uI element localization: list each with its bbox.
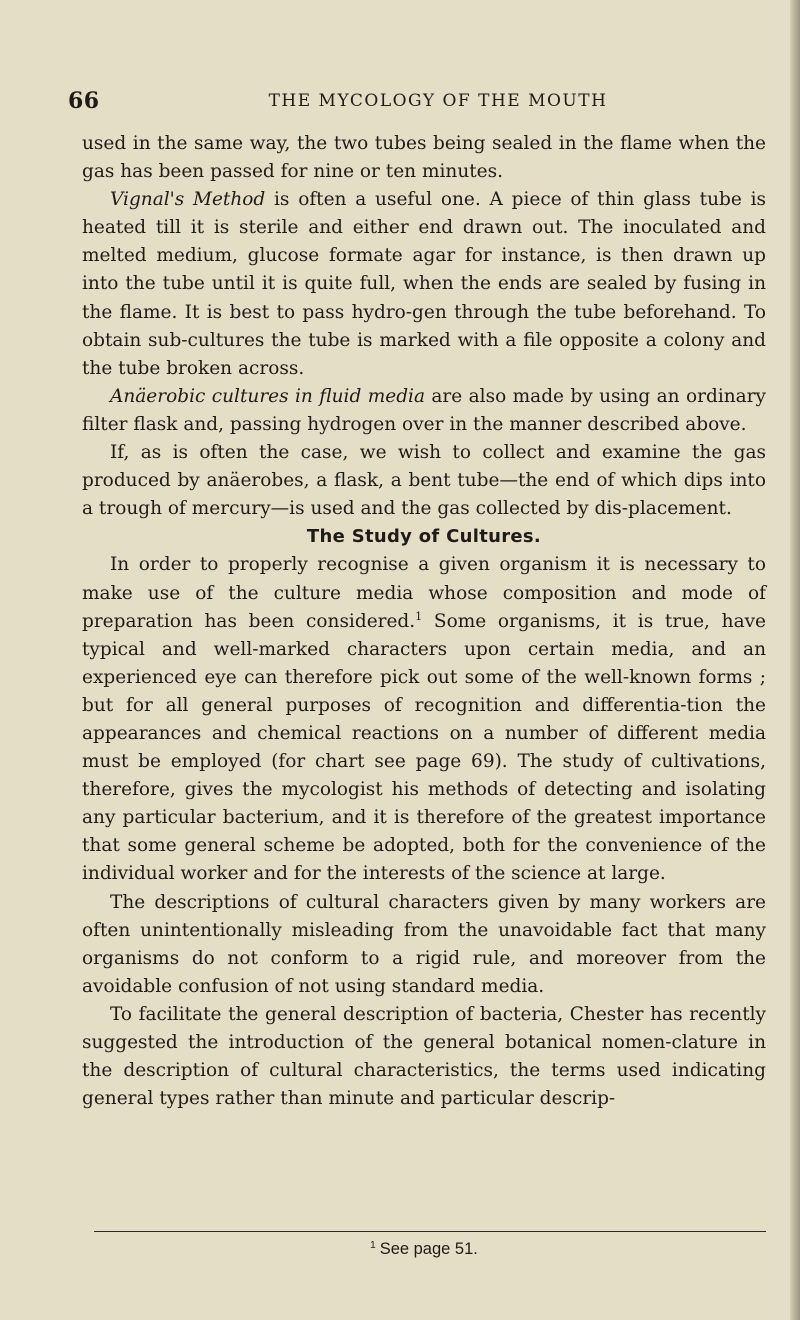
- italic-lead-in: Vignal's Method: [110, 189, 266, 211]
- paragraph-chester: To facilitate the general description of bacteria, Chester has recently suggested the introduction of the general botanical nomen-clature in the description of cultural characteristics, the terms used indicating general types rather than minute and particular descrip-: [82, 1003, 766, 1110]
- footnote-marker: 1: [370, 1240, 376, 1251]
- footnote-text: See page 51.: [379, 1240, 478, 1258]
- paragraph-descriptions: The descriptions of cultural characters given by many workers are often unintentionally misleading from the unavoidable fact that many organisms do not conform to a rigid rule, and moreover from the avoidable confusion of not using standard media.: [82, 891, 766, 997]
- paragraph-gas-collection: If, as is often the case, we wish to collect and examine the gas produced by anäerobes, a flask, a bent tube—the end of which dips into a trough of mercury—is used and the gas collected by dis-placement.: [82, 442, 766, 520]
- paragraph-anaerobic-fluid-media: [82, 383, 766, 439]
- footnote-reference: 1: [415, 609, 423, 623]
- italic-lead-in: Anäerobic cultures in fluid media: [110, 385, 425, 407]
- paragraph-text: In order to properly recognise a given organism it is necessary to make use of the culture media whose composition and mode of preparation has been considered.: [82, 554, 766, 632]
- footnote: [82, 1240, 766, 1259]
- paragraph-text: is often a useful one. A piece of thin glass tube is heated till it is sterile and either end drawn out. The inoculated and melted medium, glucose formate agar for instance, is then drawn up into the tube until it is quite full, when the ends are sealed by fusing in the flame. It is best to pass hydro-gen through the tube beforehand. To obtain sub-cultures the tube is marked with a file opposite a colony and the tube broken across.: [82, 189, 766, 379]
- page-edge-shadow: [790, 0, 800, 1320]
- paragraph-vignal-method: [82, 186, 766, 383]
- page-header: [68, 88, 768, 114]
- page-number: 66: [68, 88, 100, 114]
- body-text: [82, 130, 766, 1113]
- paragraph-text: are also made by using an ordinary filter flask and, passing hydrogen over in the manner described above.: [82, 385, 766, 435]
- running-head: THE MYCOLOGY OF THE MOUTH: [268, 91, 608, 111]
- paragraph-continuation: used in the same way, the two tubes being sealed in the flame when the gas has been passed for nine or ten minutes.: [82, 133, 766, 183]
- section-heading: The Study of Cultures.: [306, 526, 542, 548]
- paragraph-text: Some organisms, it is true, have typical and well-marked characters upon certain media, and an experienced eye can therefore pick out some of the well-known forms ; but for all general purposes of recognition and differentia-tion the appearances and chemical reactions on a number of different media must be employed (for chart see page 69). The study of cultivations, therefore, gives the mycologist his methods of detecting and isolating any particular bacterium, and it is therefore of the greatest importance that some general scheme be adopted, both for the convenience of the individual worker and for the interests of the science at large.: [82, 610, 767, 885]
- paragraph-study-of-cultures: [82, 551, 766, 888]
- footnote-rule: [94, 1231, 766, 1232]
